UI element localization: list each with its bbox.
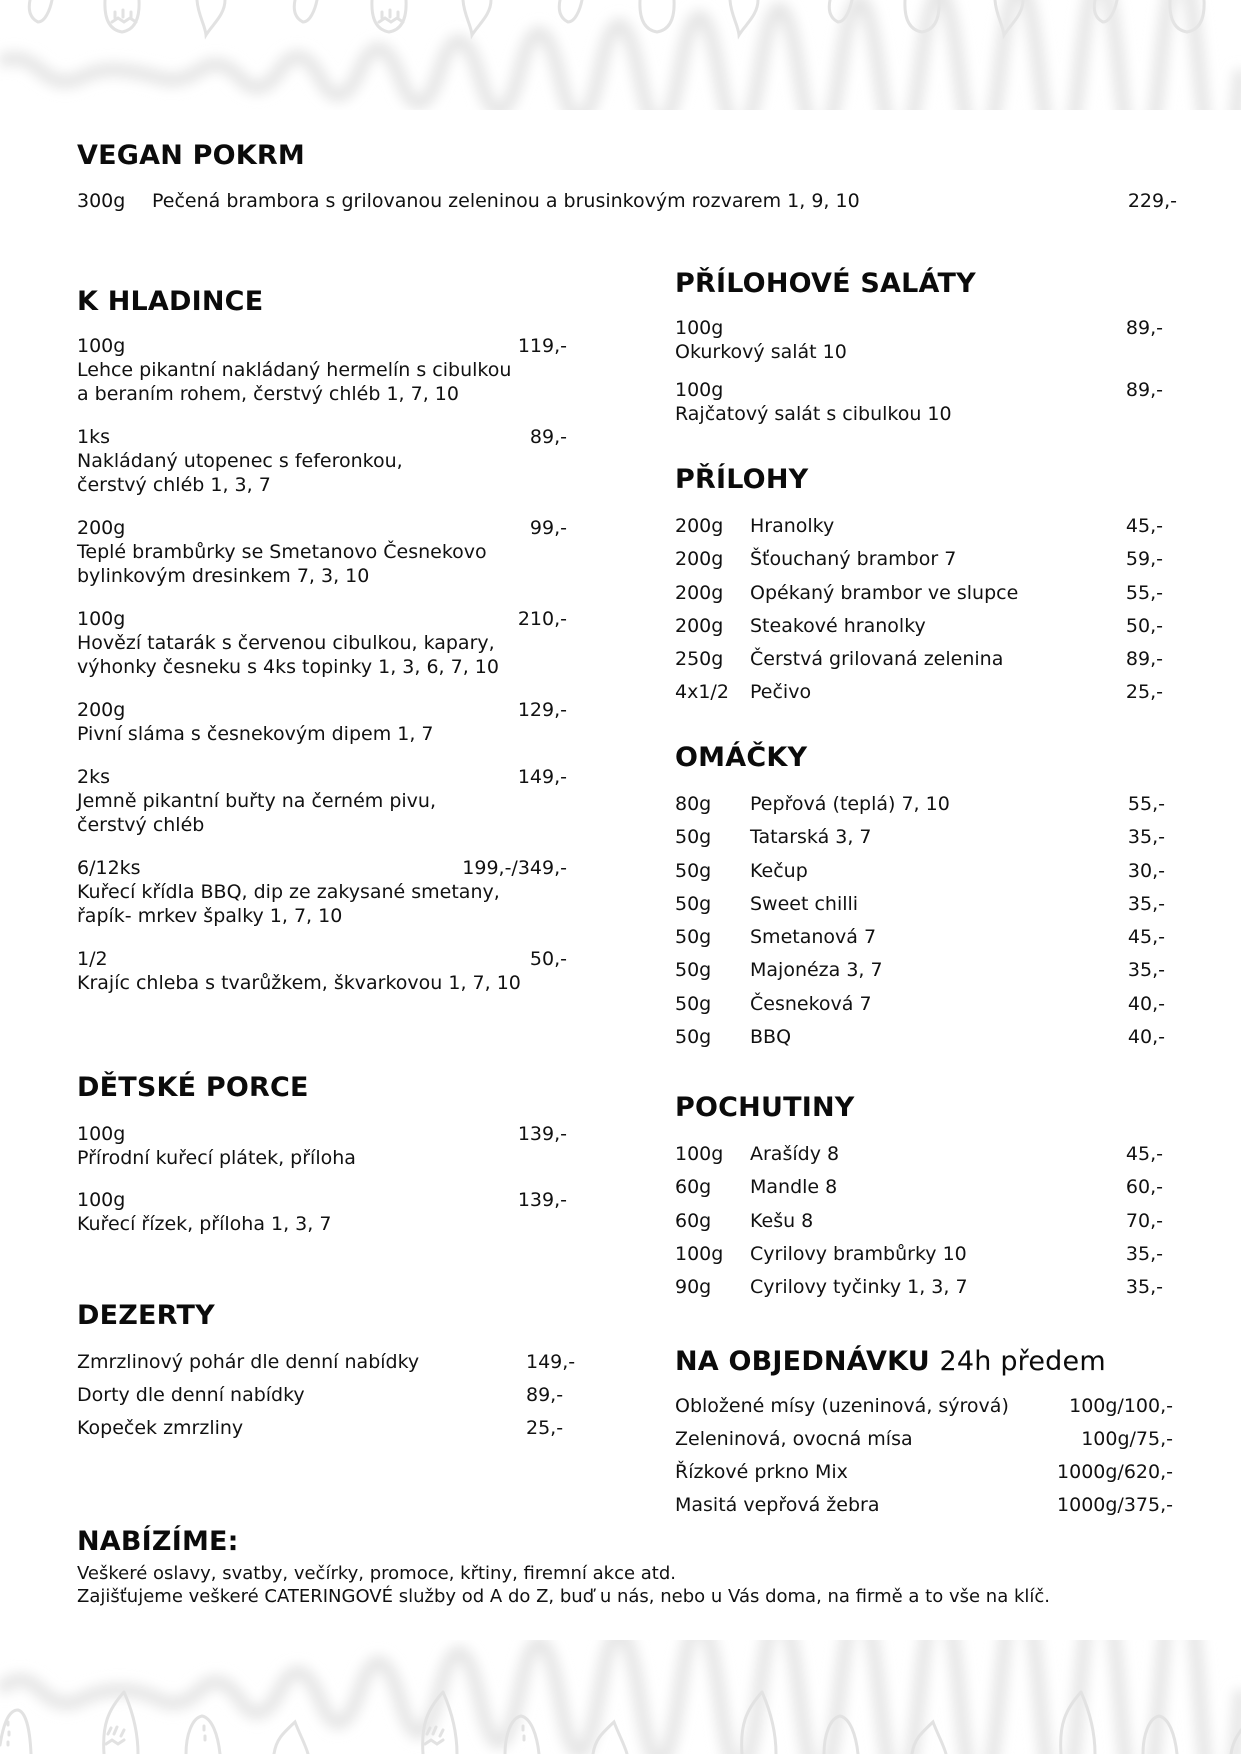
item-description: Lehce pikantní nakládaný hermelín s cibulkou (77, 359, 512, 381)
menu-item-priloha (675, 514, 1163, 547)
menu-item-omacka (675, 925, 1165, 958)
menu-item-pochutina (675, 1209, 1163, 1242)
item-price: 89,- (526, 1384, 564, 1406)
item-description: Krajíc chleba s tvarůžkem, škvarkovou 1, 7, 10 (77, 972, 521, 994)
item-name: BBQ (750, 1026, 792, 1049)
section-title-prilohove-salaty: PŘÍLOHOVÉ SALÁTY (675, 268, 976, 299)
menu-item-priloha (675, 547, 1163, 580)
item-name: Mandle 8 (750, 1176, 838, 1199)
title-main: NA OBJEDNÁVKU (675, 1346, 930, 1377)
pochutiny-list (675, 1142, 1163, 1308)
item-name: Arašídy 8 (750, 1143, 840, 1165)
item-price: 50,- (529, 948, 567, 970)
menu-item-pochutina (675, 1175, 1163, 1208)
item-weight: 50g (675, 826, 712, 849)
section-title-vegan: VEGAN POKRM (77, 140, 305, 171)
item-price: 25,- (526, 1417, 564, 1439)
menu-item-pochutina (675, 1275, 1163, 1308)
menu-item (77, 516, 567, 588)
menu-item-pochutina (675, 1142, 1163, 1175)
section-title-detske-porce: DĚTSKÉ PORCE (77, 1072, 309, 1103)
item-price: 60,- (1125, 1176, 1163, 1199)
item-name: Kečup (750, 859, 808, 882)
item-header-row (77, 1122, 567, 1146)
menu-item (77, 856, 567, 928)
item-price: 100g/75,- (1081, 1428, 1173, 1450)
item-name: Steakové hranolky (750, 614, 926, 637)
item-description: Kuřecí křídla BBQ, dip ze zakysané smetany, (77, 881, 500, 903)
item-price: 139,- (517, 1189, 567, 1211)
item-description: Rajčatový salát s cibulkou 10 (675, 403, 952, 425)
menu-item-objednavka (675, 1427, 1173, 1460)
item-name: Řízkové prkno Mix (675, 1461, 848, 1483)
item-name: Smetanová 7 (750, 926, 877, 949)
menu-item (77, 1122, 567, 1170)
item-name: Pečivo (750, 681, 812, 704)
item-name: Čerstvá grilovaná zelenina (750, 648, 1004, 671)
item-name: Kopeček zmrzliny (77, 1417, 244, 1439)
item-weight: 300g (77, 190, 126, 212)
item-header-row (77, 607, 567, 631)
item-weight: 200g (675, 614, 724, 637)
item-header-row (77, 947, 567, 971)
item-price: 139,- (517, 1123, 567, 1145)
menu-item (77, 425, 567, 497)
bottom-wave-decoration (0, 1640, 1241, 1754)
section-title-dezerty: DEZERTY (77, 1300, 215, 1331)
menu-item-objednavka (675, 1493, 1173, 1526)
item-description: čerstvý chléb 1, 3, 7 (77, 474, 271, 496)
item-price: 119,- (517, 335, 567, 357)
item-price: 35,- (1127, 892, 1165, 915)
item-weight: 50g (675, 1026, 712, 1049)
section-title-na-objednavku (675, 1346, 1106, 1377)
doodle-icons-bottom (0, 1692, 1241, 1754)
item-weight: 4x1/2 (675, 681, 729, 704)
menu-item-omacka (675, 992, 1165, 1025)
section-title-nabizime: NABÍZÍME: (77, 1526, 239, 1557)
item-description: čerstvý chléb (77, 814, 205, 836)
wave-top (0, 58, 152, 90)
section-title-prilohy: PŘÍLOHY (675, 464, 809, 495)
menu-item (77, 334, 567, 406)
item-weight: 50g (675, 859, 712, 882)
menu-item (77, 607, 567, 679)
item-header-row (77, 334, 567, 358)
item-name: Cyrilovy brambůrky 10 (750, 1242, 967, 1265)
item-weight: 100g (675, 379, 724, 401)
section-title-omacky: OMÁČKY (675, 742, 808, 773)
section-title-pochutiny: POCHUTINY (675, 1092, 855, 1123)
item-price: 210,- (517, 608, 567, 630)
item-price: 35,- (1125, 1276, 1163, 1299)
item-weight: 200g (675, 581, 724, 604)
item-weight: 200g (77, 699, 126, 721)
item-description: Teplé brambůrky se Smetanovo Česnekovo (77, 541, 487, 563)
item-name: Šťouchaný brambor 7 (750, 548, 957, 571)
menu-item-omacka (675, 792, 1165, 825)
item-description: Jemně pikantní buřty na černém pivu, (77, 790, 437, 812)
item-header-row (77, 425, 567, 449)
item-description: Hovězí tatarák s červenou cibulkou, kapary, (77, 632, 495, 654)
item-weight: 200g (675, 515, 724, 537)
item-price: 40,- (1127, 1026, 1165, 1049)
item-name: Zmrzlinový pohár dle denní nabídky (77, 1351, 420, 1373)
menu-item-priloha (675, 647, 1163, 680)
item-weight: 100g (77, 1123, 126, 1145)
doodle-icons-top (29, 0, 1204, 35)
menu-item (675, 378, 1163, 426)
item-price: 45,- (1125, 515, 1163, 537)
item-price: 1000g/620,- (1057, 1461, 1173, 1483)
nabizime-text (77, 1562, 1050, 1608)
dezerty-list (77, 1350, 597, 1449)
item-price: 45,- (1127, 926, 1165, 949)
item-name: Pečená brambora s grilovanou zeleninou a brusinkovým rozvarem 1, 9, 10 (152, 190, 860, 212)
item-name: Opékaný brambor ve slupce (750, 581, 1019, 604)
item-weight: 60g (675, 1209, 712, 1232)
item-header-row (675, 378, 1163, 402)
nabizime-line: Veškeré oslavy, svatby, večírky, promoce, křtiny, firemní akce atd. (77, 1563, 676, 1584)
item-name: Zeleninová, ovocná mísa (675, 1428, 913, 1450)
menu-item-dezert (77, 1383, 597, 1416)
item-name: Majonéza 3, 7 (750, 959, 883, 982)
item-description: řapík- mrkev špalky 1, 7, 10 (77, 905, 343, 927)
menu-item (77, 947, 567, 995)
wave-shadow-bottom (0, 1640, 1241, 1754)
item-weight: 250g (675, 648, 724, 671)
item-description: Kuřecí řízek, příloha 1, 3, 7 (77, 1213, 332, 1235)
item-price: 35,- (1125, 1242, 1163, 1265)
item-header-row (77, 1188, 567, 1212)
item-description: výhonky česneku s 4ks topinky 1, 3, 6, 7, 10 (77, 656, 499, 678)
title-subtitle: 24h předem (939, 1346, 1106, 1377)
menu-item-priloha (675, 680, 1163, 713)
item-weight: 200g (77, 517, 126, 539)
item-weight: 100g (77, 1189, 126, 1211)
menu-item-objednavka (675, 1394, 1173, 1427)
menu-item-omacka (675, 825, 1165, 858)
menu-item-priloha (675, 581, 1163, 614)
item-weight: 50g (675, 926, 712, 949)
item-weight: 100g (77, 608, 126, 630)
menu-item (77, 765, 567, 837)
menu-item (77, 1188, 567, 1236)
item-price: 199,-/349,- (462, 857, 567, 879)
item-weight: 100g (675, 1143, 724, 1165)
item-name: Cyrilovy tyčinky 1, 3, 7 (750, 1276, 968, 1299)
menu-item-omacka (675, 859, 1165, 892)
item-price: 149,- (526, 1351, 576, 1373)
item-price: 59,- (1125, 548, 1163, 571)
item-weight: 50g (675, 959, 712, 982)
item-header-row (77, 856, 567, 880)
item-weight: 6/12ks (77, 857, 141, 879)
item-price: 89,- (529, 426, 567, 448)
menu-item-omacka (675, 892, 1165, 925)
item-name: Kešu 8 (750, 1209, 814, 1232)
item-name: Dorty dle denní nabídky (77, 1384, 305, 1406)
section-title-k-hladince: K HLADINCE (77, 286, 264, 317)
item-header-row (77, 765, 567, 789)
item-price: 30,- (1127, 859, 1165, 882)
omacky-list (675, 792, 1165, 1058)
item-price: 55,- (1125, 581, 1163, 604)
item-weight: 1/2 (77, 948, 108, 970)
item-name: Masitá vepřová žebra (675, 1494, 880, 1516)
top-wave-decoration (0, 0, 1241, 110)
item-price: 40,- (1127, 992, 1165, 1015)
item-name: Sweet chilli (750, 892, 859, 915)
wave-shadow-top (0, 0, 1241, 110)
item-description: a beraním rohem, čerstvý chléb 1, 7, 10 (77, 383, 459, 405)
prilohy-list (675, 514, 1163, 714)
na-objednavku-list (675, 1394, 1173, 1526)
item-weight: 100g (77, 335, 126, 357)
item-price: 89,- (1125, 317, 1163, 339)
item-description: bylinkovým dresinkem 7, 3, 10 (77, 565, 370, 587)
menu-item-dezert (77, 1416, 597, 1449)
item-weight: 50g (675, 892, 712, 915)
item-weight: 50g (675, 992, 712, 1015)
item-header-row (77, 516, 567, 540)
item-weight: 1ks (77, 426, 110, 448)
item-name: Tatarská 3, 7 (750, 826, 872, 849)
item-price: 50,- (1125, 614, 1163, 637)
item-price: 99,- (529, 517, 567, 539)
item-header-row (675, 316, 1163, 340)
menu-item-omacka (675, 958, 1165, 991)
menu-item-pochutina (675, 1242, 1163, 1275)
item-header-row (77, 698, 567, 722)
item-price: 25,- (1125, 681, 1163, 704)
item-description: Nakládaný utopenec s feferonkou, (77, 450, 403, 472)
item-description: Pivní sláma s česnekovým dipem 1, 7 (77, 723, 434, 745)
item-weight: 100g (675, 317, 724, 339)
item-price: 1000g/375,- (1057, 1494, 1173, 1516)
item-name: Pepřová (teplá) 7, 10 (750, 793, 950, 815)
item-price: 35,- (1127, 826, 1165, 849)
item-price: 229,- (1127, 190, 1177, 212)
item-price: 100g/100,- (1069, 1395, 1173, 1417)
item-name: Česneková 7 (750, 992, 872, 1015)
menu-item-objednavka (675, 1460, 1173, 1493)
item-price: 35,- (1127, 959, 1165, 982)
item-price: 55,- (1127, 793, 1165, 815)
nabizime-line: Zajišťujeme veškeré CATERINGOVÉ služby od A do Z, buď u nás, nebo u Vás doma, na firmě a to vše na klíč. (77, 1586, 1051, 1607)
menu-item-omacka (675, 1025, 1165, 1058)
item-name: Hranolky (750, 515, 835, 537)
item-weight: 60g (675, 1176, 712, 1199)
item-name: Obložené mísy (uzeninová, sýrová) (675, 1395, 1009, 1417)
menu-item-priloha (675, 614, 1163, 647)
item-weight: 200g (675, 548, 724, 571)
item-price: 149,- (517, 766, 567, 788)
item-description: Přírodní kuřecí plátek, příloha (77, 1147, 356, 1169)
item-price: 129,- (517, 699, 567, 721)
item-weight: 90g (675, 1276, 712, 1299)
item-price: 45,- (1125, 1143, 1163, 1165)
item-weight: 80g (675, 793, 712, 815)
item-description: Okurkový salát 10 (675, 341, 847, 363)
menu-item-dezert (77, 1350, 597, 1383)
menu-item (77, 698, 567, 746)
menu-item (675, 316, 1163, 364)
item-price: 70,- (1125, 1209, 1163, 1232)
item-weight: 2ks (77, 766, 110, 788)
item-price: 89,- (1125, 379, 1163, 401)
item-price: 89,- (1125, 648, 1163, 671)
item-weight: 100g (675, 1242, 724, 1265)
